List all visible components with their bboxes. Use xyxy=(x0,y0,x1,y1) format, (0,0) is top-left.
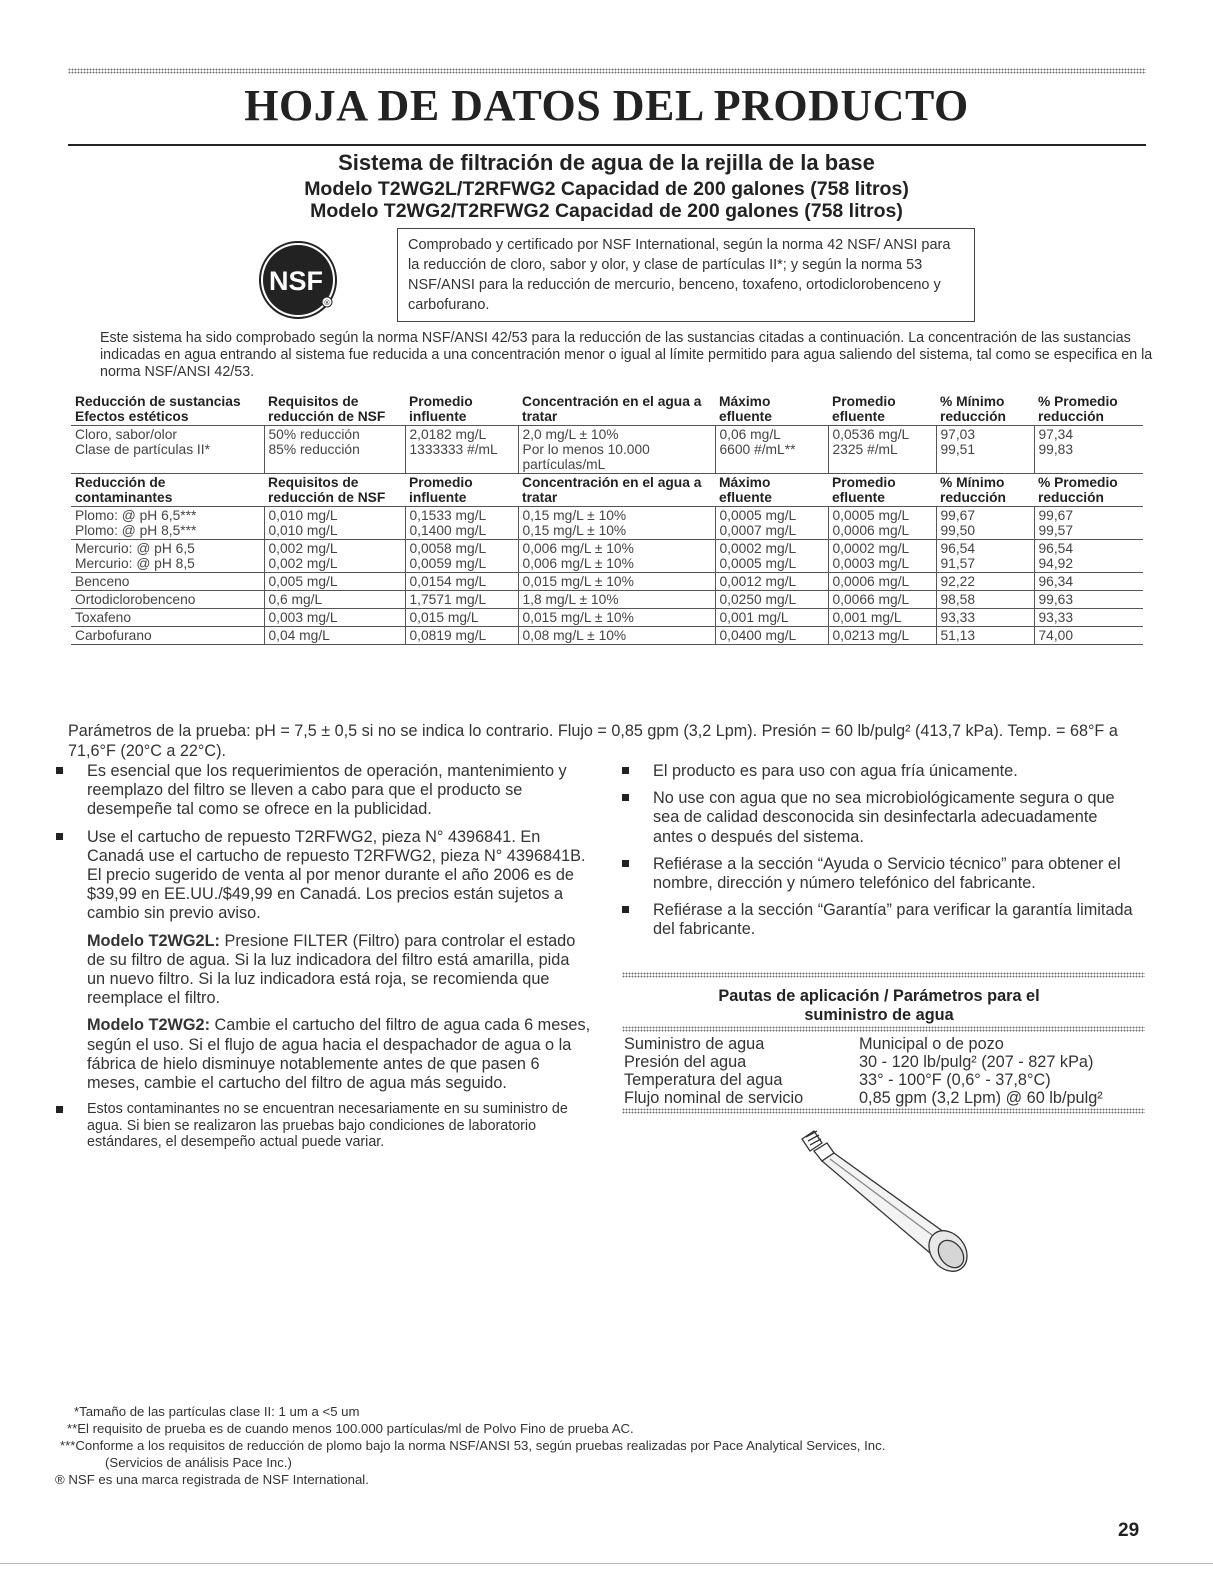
bullet-cartridge: Use el cartucho de repuesto T2RFWG2, pieza N° 4396841. En Canadá use el cartucho de repuesto T2RFWG2, pieza N° 4396841B. El precio sugerido de venta al por menor durante el año 2006 es de $39,99 en EE.UU./$49,99 en Canadá. Los precios están sujetos a cambio sin previo aviso. xyxy=(56,828,591,924)
table-cell: 0,0213 mg/L xyxy=(828,627,936,645)
application-title: Pautas de aplicación / Parámetros para el suministro de agua xyxy=(718,987,1040,1024)
application-value: 0,85 gpm (3,2 Lpm) @ 60 lb/pulg² xyxy=(859,1089,1103,1107)
table-cell: 93,33 xyxy=(936,609,1034,627)
product-subtitle: Sistema de filtración de agua de la rejilla de la base xyxy=(338,150,875,175)
table-cell: 0,6 mg/L xyxy=(264,591,405,609)
table-cell: Cloro, sabor/olor Clase de partículas II* xyxy=(71,426,264,474)
table-cell: 0,0154 mg/L xyxy=(405,573,518,591)
column-header: Reducción de sustancias Efectos estéticos xyxy=(75,394,241,424)
footnote-test-dust: **El requisito de prueba es de cuando menos 100.000 partículas/ml de Polvo Fino de prueba AC. xyxy=(67,1421,634,1436)
bullet-contaminants: Estos contaminantes no se encuentran necesariamente en su suministro de agua. Si bien se realizaron las pruebas bajo condiciones de laboratorio estándares, el desempeño actual puede variar. xyxy=(56,1101,591,1151)
table-cell: 0,04 mg/L xyxy=(264,627,405,645)
table-row xyxy=(71,573,1143,591)
model-t2wg2-note: Modelo T2WG2: Cambie el cartucho del filtro de agua cada 6 meses, según el uso. Si el flujo de agua hacia el despachador de agua o la fábrica de hielo disminuye notablemente antes de que pasen 6 meses, cambie el cartucho del filtro de agua más seguido. xyxy=(87,1016,591,1093)
column-header: Requisitos de reducción de NSF xyxy=(268,394,386,424)
table-cell: 2,0182 mg/L 1333333 #/mL xyxy=(405,426,518,474)
table-cell: 0,1533 mg/L 0,1400 mg/L xyxy=(405,507,518,540)
table-cell: 0,001 mg/L xyxy=(828,609,936,627)
table-row xyxy=(71,507,1143,540)
application-table xyxy=(624,1035,1134,1107)
bullet-icon xyxy=(622,860,629,867)
table-cell: 0,0002 mg/L 0,0003 mg/L xyxy=(828,540,936,573)
bullet-icon xyxy=(622,767,629,774)
table-cell: Carbofurano xyxy=(71,627,264,645)
footnote-lead: ***Conforme a los requisitos de reducción de plomo bajo la norma NSF/ANSI 53, según pruebas realizadas por Pace Analytical Services, Inc. xyxy=(60,1438,886,1453)
table-cell: 99,67 99,50 xyxy=(936,507,1034,540)
bullet-cold-water: El producto es para uso con agua fría únicamente. xyxy=(622,762,1137,781)
table-cell: 0,0006 mg/L xyxy=(828,573,936,591)
table-cell: 98,58 xyxy=(936,591,1034,609)
table-cell: 0,001 mg/L xyxy=(715,609,828,627)
column-header: Concentración en el agua a tratar xyxy=(522,475,702,505)
table-cell: 96,54 91,57 xyxy=(936,540,1034,573)
bullet-safe-water: No use con agua que no sea microbiológicamente segura o que sea de calidad desconocida sin desinfectarla adecuadamente antes o después del sistema. xyxy=(622,789,1137,847)
table-cell: 1,7571 mg/L xyxy=(405,591,518,609)
table-cell: 0,0002 mg/L 0,0005 mg/L xyxy=(715,540,828,573)
application-top-rule xyxy=(622,972,1145,978)
column-header: % Mínimo reducción xyxy=(940,475,1006,505)
table-cell: 0,0005 mg/L 0,0006 mg/L xyxy=(828,507,936,540)
table-cell: 0,006 mg/L ± 10% 0,006 mg/L ± 10% xyxy=(518,540,715,573)
table-cell: 96,54 94,92 xyxy=(1034,540,1143,573)
table-row xyxy=(71,591,1143,609)
table-cell: 0,08 mg/L ± 10% xyxy=(518,627,715,645)
table-cell: 0,015 mg/L ± 10% xyxy=(518,573,715,591)
table-cell: 97,03 99,51 xyxy=(936,426,1034,474)
table_contaminants-header-row xyxy=(71,474,1143,507)
bullet-icon xyxy=(622,906,629,913)
table-cell: Benceno xyxy=(71,573,264,591)
table-cell: 0,0066 mg/L xyxy=(828,591,936,609)
table-cell: 0,0536 mg/L 2325 #/mL xyxy=(828,426,936,474)
certification-box: Comprobado y certificado por NSF International, según la norma 42 NSF/ ANSI para la reducción de cloro, sabor y olor, y clase de partículas II*; y según la norma 53 NSF/ANSI para la reducción de mercurio, benceno, toxafeno, ortodiclorobenceno y carbofurano. xyxy=(397,228,975,322)
application-row xyxy=(624,1071,1134,1089)
left-column xyxy=(56,762,591,1159)
performance-table xyxy=(71,393,1143,645)
column-header: Promedio influente xyxy=(409,394,473,424)
table-cell: 99,67 99,57 xyxy=(1034,507,1143,540)
table-row xyxy=(71,627,1143,645)
column-header: Requisitos de reducción de NSF xyxy=(268,475,386,505)
application-label: Temperatura del agua xyxy=(624,1071,783,1089)
table-cell: 99,63 xyxy=(1034,591,1143,609)
application-row xyxy=(624,1089,1134,1107)
application-row xyxy=(624,1035,1134,1053)
footnotes xyxy=(55,1403,1160,1488)
svg-text:®: ® xyxy=(323,299,331,307)
application-label: Suministro de agua xyxy=(624,1035,765,1053)
filter-cartridge-illustration xyxy=(780,1123,985,1273)
table-cell: 0,15 mg/L ± 10% 0,15 mg/L ± 10% xyxy=(518,507,715,540)
top-dotted-rule xyxy=(68,68,1146,74)
column-header: Promedio efluente xyxy=(832,394,896,424)
model-line-2: Modelo T2WG2/T2RFWG2 Capacidad de 200 galones (758 litros) xyxy=(310,200,903,222)
application-row xyxy=(624,1053,1134,1071)
table-cell: 0,0819 mg/L xyxy=(405,627,518,645)
table-cell: 96,34 xyxy=(1034,573,1143,591)
column-header: Promedio efluente xyxy=(832,475,896,505)
page-title: HOJA DE DATOS DEL PRODUCTO xyxy=(244,81,969,130)
column-header: Concentración en el agua a tratar xyxy=(522,394,702,424)
application-bottom-rule xyxy=(622,1108,1145,1114)
column-header: % Promedio reducción xyxy=(1038,475,1118,505)
intro-paragraph: Este sistema ha sido comprobado según la norma NSF/ANSI 42/53 para la reducción de las sustancias citadas a continuación. La concentración de las sustancias indicadas en agua entrando al sistema fue reducida a una concentración menor o igual al límite permitido para agua saliendo del sistema, tal como se especifica en la norma NSF/ANSI 42/53. xyxy=(100,330,1153,380)
table-cell: 97,34 99,83 xyxy=(1034,426,1143,474)
application-label: Flujo nominal de servicio xyxy=(624,1089,804,1107)
table-row xyxy=(71,540,1143,573)
application-value: 30 - 120 lb/pulg² (207 - 827 kPa) xyxy=(859,1053,1094,1071)
table-cell: 92,22 xyxy=(936,573,1034,591)
footnote-pace: (Servicios de análisis Pace Inc.) xyxy=(105,1455,292,1470)
application-value: Municipal o de pozo xyxy=(859,1035,1004,1053)
table-cell: 0,0250 mg/L xyxy=(715,591,828,609)
right-column xyxy=(622,762,1137,948)
column-header: Reducción de contaminantes xyxy=(75,475,173,505)
table-row xyxy=(71,426,1143,474)
column-header: % Promedio reducción xyxy=(1038,394,1118,424)
column-header: Máximo efluente xyxy=(719,394,772,424)
table-cell: 74,00 xyxy=(1034,627,1143,645)
table-cell: 0,010 mg/L 0,010 mg/L xyxy=(264,507,405,540)
bullet-icon xyxy=(622,794,629,801)
bullet-icon xyxy=(56,1106,63,1113)
table-cell: Plomo: @ pH 6,5*** Plomo: @ pH 8,5*** xyxy=(71,507,264,540)
bullet-icon xyxy=(56,767,63,774)
model-line-1: Modelo T2WG2L/T2RFWG2 Capacidad de 200 galones (758 litros) xyxy=(304,178,909,200)
column-header: Promedio influente xyxy=(409,475,473,505)
table-cell: 0,015 mg/L xyxy=(405,609,518,627)
column-header: Máximo efluente xyxy=(719,475,772,505)
footnote-trademark: ® NSF es una marca registrada de NSF International. xyxy=(55,1472,369,1487)
table-cell: 93,33 xyxy=(1034,609,1143,627)
table-cell: 50% reducción 85% reducción xyxy=(264,426,405,474)
table-cell: 0,06 mg/L 6600 #/mL** xyxy=(715,426,828,474)
table-cell: 0,002 mg/L 0,002 mg/L xyxy=(264,540,405,573)
bullet-service: Refiérase a la sección “Ayuda o Servicio técnico” para obtener el nombre, dirección y número telefónico del fabricante. xyxy=(622,855,1137,893)
bullet-icon xyxy=(56,833,63,840)
bottom-rule xyxy=(0,1563,1213,1564)
nsf-logo xyxy=(256,238,340,322)
table-cell: 0,0058 mg/L 0,0059 mg/L xyxy=(405,540,518,573)
application-header-rule xyxy=(622,1026,1145,1032)
test-parameters: Parámetros de la prueba: pH = 7,5 ± 0,5 si no se indica lo contrario. Flujo = 0,85 gpm (3,2 Lpm). Presión = 60 lb/pulg² (413,7 kPa). Temp. = 68°F a 71,6°F (20°C a 22°C). xyxy=(68,722,1118,760)
table-cell: 0,003 mg/L xyxy=(264,609,405,627)
table-cell: 1,8 mg/L ± 10% xyxy=(518,591,715,609)
table-cell: 0,0400 mg/L xyxy=(715,627,828,645)
application-value: 33° - 100°F (0,6° - 37,8°C) xyxy=(859,1071,1051,1089)
table-cell: Mercurio: @ pH 6,5 Mercurio: @ pH 8,5 xyxy=(71,540,264,573)
bullet-warranty: Refiérase a la sección “Garantía” para verificar la garantía limitada del fabricante. xyxy=(622,901,1137,939)
table-cell: 51,13 xyxy=(936,627,1034,645)
table-cell: 0,0005 mg/L 0,0007 mg/L xyxy=(715,507,828,540)
nsf-logo-text: NSF xyxy=(269,266,323,296)
table-cell: Toxafeno xyxy=(71,609,264,627)
table-cell: 0,005 mg/L xyxy=(264,573,405,591)
title-rule xyxy=(68,144,1146,146)
table-cell: 0,0012 mg/L xyxy=(715,573,828,591)
table-cell: Ortodiclorobenceno xyxy=(71,591,264,609)
table-cell: 2,0 mg/L ± 10% Por lo menos 10.000 partículas/mL xyxy=(518,426,715,474)
column-header: % Mínimo reducción xyxy=(940,394,1006,424)
table-row xyxy=(71,609,1143,627)
footnote-particle-size: *Tamaño de las partículas clase II: 1 um a <5 um xyxy=(74,1404,360,1419)
table_aesthetic-header-row xyxy=(71,393,1143,426)
table-cell: 0,015 mg/L ± 10% xyxy=(518,609,715,627)
application-label: Presión del agua xyxy=(624,1053,747,1071)
bullet-operation: Es esencial que los requerimientos de operación, mantenimiento y reemplazo del filtro se lleven a cabo para que el producto se desempeñe tal como se ofrece en la publicidad. xyxy=(56,762,591,820)
page-number: 29 xyxy=(1118,1520,1140,1541)
model-t2wg2l-note: Modelo T2WG2L: Presione FILTER (Filtro) para controlar el estado de su filtro de agua. Si la luz indicadora del filtro está amarilla, pida un nuevo filtro. Si la luz indicadora está roja, se recomienda que reemplace el filtro. xyxy=(87,931,576,1008)
